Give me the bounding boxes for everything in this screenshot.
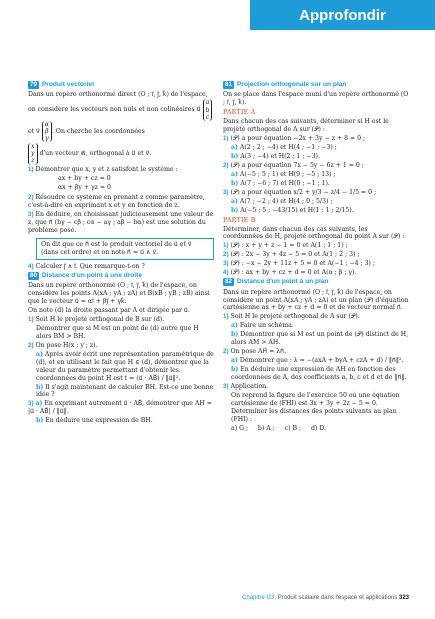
exercise-81-header <box>223 81 409 89</box>
ex80-intro2: On note (d) la droite passant par A et dirigée par u⃗. <box>28 307 190 315</box>
exercise-title: Produit vectoriel <box>41 81 94 88</box>
ex79-intro: Dans un repère orthonormé direct (O ; i⃗, j⃗, k⃗) de l'espace, on considère les vecteurs non nuls et non colinéaires u⃗ a b c et v⃗ α β γ . On cherche les coordonnées <box>28 91 214 142</box>
ex80-q2: 2) On pose H(x ; y ; z). <box>28 341 98 349</box>
part-b-heading: PARTIE B <box>223 216 256 224</box>
ex80-q2b: b) Il s'agit maintenant de calculer BH. Est-ce une bonne idée ? <box>36 383 214 399</box>
ex82-q3-text: On reprend la figure de l'exercice 50 où une équation cartésienne de (FHI) est 3x + 3y + 2z − 5 = 0. Déterminer les distances des points suivants au plan (FHI) : <box>231 391 400 423</box>
part-b-intro: Déterminer, dans chacun des cas suivants, les coordonnées de H, projeté orthogonal du point A sur (𝒫) : <box>223 225 405 241</box>
ex80-q1: 1) Soit H le projeté orthogonal de B sur (d). <box>28 316 165 323</box>
ex79-q3: 3) En déduire, en choisissant judicieusement une valeur de z, que n⃗ (bγ − cβ ; cα − aγ ; aβ − bα) est une solution du problème posé. <box>28 211 214 235</box>
exercise-number: 82 <box>225 278 232 286</box>
ex79-intro3: x y z d'un vecteur w⃗, orthogonal à u⃗ et v⃗. <box>28 143 214 164</box>
page-footer <box>242 595 409 601</box>
exercise-number: 81 <box>225 81 232 89</box>
chapter-label: Chapitre G3. <box>242 595 277 601</box>
part-a-intro: Dans chacun des cas suivants, déterminer si H est le projeté orthogonal de A sur (𝒫) : <box>223 118 389 134</box>
exercise-title: Distance d'un point à un plan <box>236 278 329 286</box>
equation-system: ax + by + cz = 0 αx + βy + γz = 0 <box>58 175 111 192</box>
ex80-q1-text: Démontrer que si M est un point de (d) autre que H alors BM > BH. <box>36 324 199 340</box>
left-column <box>28 80 214 426</box>
ex81-intro: On se place dans l'espace muni d'un repère orthonormé (O ; i⃗, j⃗, k⃗). <box>223 91 409 107</box>
exercise-80-header <box>28 272 214 280</box>
ex81-a1: 1) (𝒫) a pour équation −2x + 3y − z + 8 = 0 ; <box>223 135 366 143</box>
ex79-q1: 1) Démontrer que x, y et z satisfont le système : <box>28 165 178 173</box>
ex80-q2a: a) Après avoir écrit une représentation paramétrique de (d), et en utilisant le fait que H ∈ (d), démontrer que la valeur du paramètre permettant d'obtenir les coordonnées du point H est t = (u⃗ · AB⃗) / ‖u⃗‖². <box>36 350 214 382</box>
ex81-a2: 2) (𝒫) a pour équation 7x − 5y − 6z + 1 = 0 ; <box>223 161 364 169</box>
part-a-heading: PARTIE A <box>223 109 256 117</box>
exercise-79-header <box>28 81 214 89</box>
definition-note: On dit que ce n⃗ est le produit vectoriel de u⃗ et v⃗ (dans cet ordre) et on note n⃗ = u⃗ ∧ v⃗. <box>36 238 214 260</box>
exercise-title: Projection orthogonale sur un plan <box>236 81 347 88</box>
ex82-points: a) G ; b) A ; c) B ; d) D. <box>231 424 326 432</box>
ex80-q3a: 3) a) En exprimant autrement u⃗ · AB⃗, démontrer que AH = |u⃗ · AB⃗| / ‖u⃗‖. <box>28 400 212 416</box>
chapter-title: Produit scalaire dans l'espace et applications <box>277 595 398 601</box>
vector-v: α β γ <box>42 121 52 142</box>
right-column: 81 Projection orthogonale sur un plan On se place dans l'espace muni d'un repère orthonormé (O ; i⃗, j⃗, k⃗). PARTIE A Dans chacun des cas suivants, déterminer si H est le projeté orthogonal de A sur (𝒫) : 1) (𝒫) a pour équation −2x + 3y − z + 8 = 0 ; a) A(2 ; 2 ; −4) et H(4 ; −1 ; −3) ; b) A(3 ; −4) et H(2 ; 1 ; −3). 2) (𝒫) a pour équation 7x − 5y − 6z + 1 = 0 ; a) A(−5 ; 5 ; 1) et H(9 ; −5 ; 13) ; b) A(7 ; −6 ; 7) et H(0 ; −1 ; 1). 3) (𝒫) a pour équation x/2 + y/3 − z/4 − 1/5 = 0 ; a) A(7 ; −2 ; 4) et H(4 ; 0 ; 5/3) ; b) A(−5 ; 5 ; −43/15) et H(1 ; 1 ; 2/15). PARTIE B Déterminer, dans chacun des cas suivants, les coordonnées de H, projeté orthogonal du point A sur (𝒫) : 1) (𝒫) : x + y + z − 1 = 0 et A(1 ; 1 ; 1) ; 2) (𝒫) : 2x − 3y + 4z − 5 = 0 et A(1 ; 2 ; 3) ; 3) (𝒫) : −x − 2y + 11z + 5 = 0 et A(−1 ; −4 ; 3) ; 4) (𝒫) : ax + by + cz + d = 0 et A(α ; β ; γ). 82 Distance d'un point à un plan Dans un repère orthonormé (O ; i⃗, j⃗, k⃗) de l'espace, on considère un point A(xA ; yA ; zA) et un plan (𝒫) d'équation cartésienne ax + by + cz + d = 0 et de vecteur normal n⃗. 1) Soit H le projeté orthogonal de A sur (𝒫). a) Faire un schéma. b) Démontrer que si M est un point de (𝒫) distinct de H, alors AM > AH. 2) On pose AH⃗ = λn⃗. a) Démontrer que : λ = −(axA + byA + czA + d) / ‖n⃗‖². b) En déduire une expression de AH en fonction des coordonnées de A, des coefficients a, b, c et d et de ‖n⃗‖. 3) Application. On reprend la figure de l'exercice 50 où une équation cartésienne de (FHI) est 3x + 3y + 2z − 5 = 0. Déterminer les distances des points suivants au plan (FHI) : a) G ; b) A ; c) B ; d) D. <box>223 81 409 432</box>
exercise-number: 80 <box>30 272 37 280</box>
ex80-q3b: b) En déduire une expression de BH. <box>36 417 153 425</box>
vector-w: x y z <box>28 143 38 164</box>
ex82-intro: Dans un repère orthonormé (O ; i⃗, j⃗, k⃗) de l'espace, on considère un point A(xA ; yA ; zA) et un plan (𝒫) d'équation cartésienne ax + by + cz + d = 0 et de vecteur normal n⃗. <box>223 288 409 312</box>
ex80-intro: Dans un repère orthonormé (O ; i⃗, j⃗, k⃗) de l'espace, on considère les points A(xA ; yA ; zA) et B(xB ; yB ; zB) ainsi que le vecteur u⃗ = αi⃗ + βj⃗ + γk⃗. <box>28 282 210 306</box>
ex79-q2: 2) Résoudre ce système en prenant z comme paramètre, c'est-à-dire en exprimant x et y en fonction de z. <box>28 194 205 210</box>
exercise-82-header <box>223 278 409 286</box>
exercise-number: 79 <box>30 81 37 89</box>
exercise-title: Distance d'un point à une droite <box>41 271 143 279</box>
vector-u: a b c <box>203 99 213 120</box>
ex81-a3: 3) (𝒫) a pour équation x/2 + y/3 − z/4 − 1/5 = 0 ; <box>223 188 377 196</box>
page-number: 323 <box>398 595 409 601</box>
ex79-q4: 4) Calculer j⃗ ∧ i⃗. Que remarque-t-on ? <box>28 262 145 270</box>
section-banner: Approfondir <box>250 0 435 30</box>
